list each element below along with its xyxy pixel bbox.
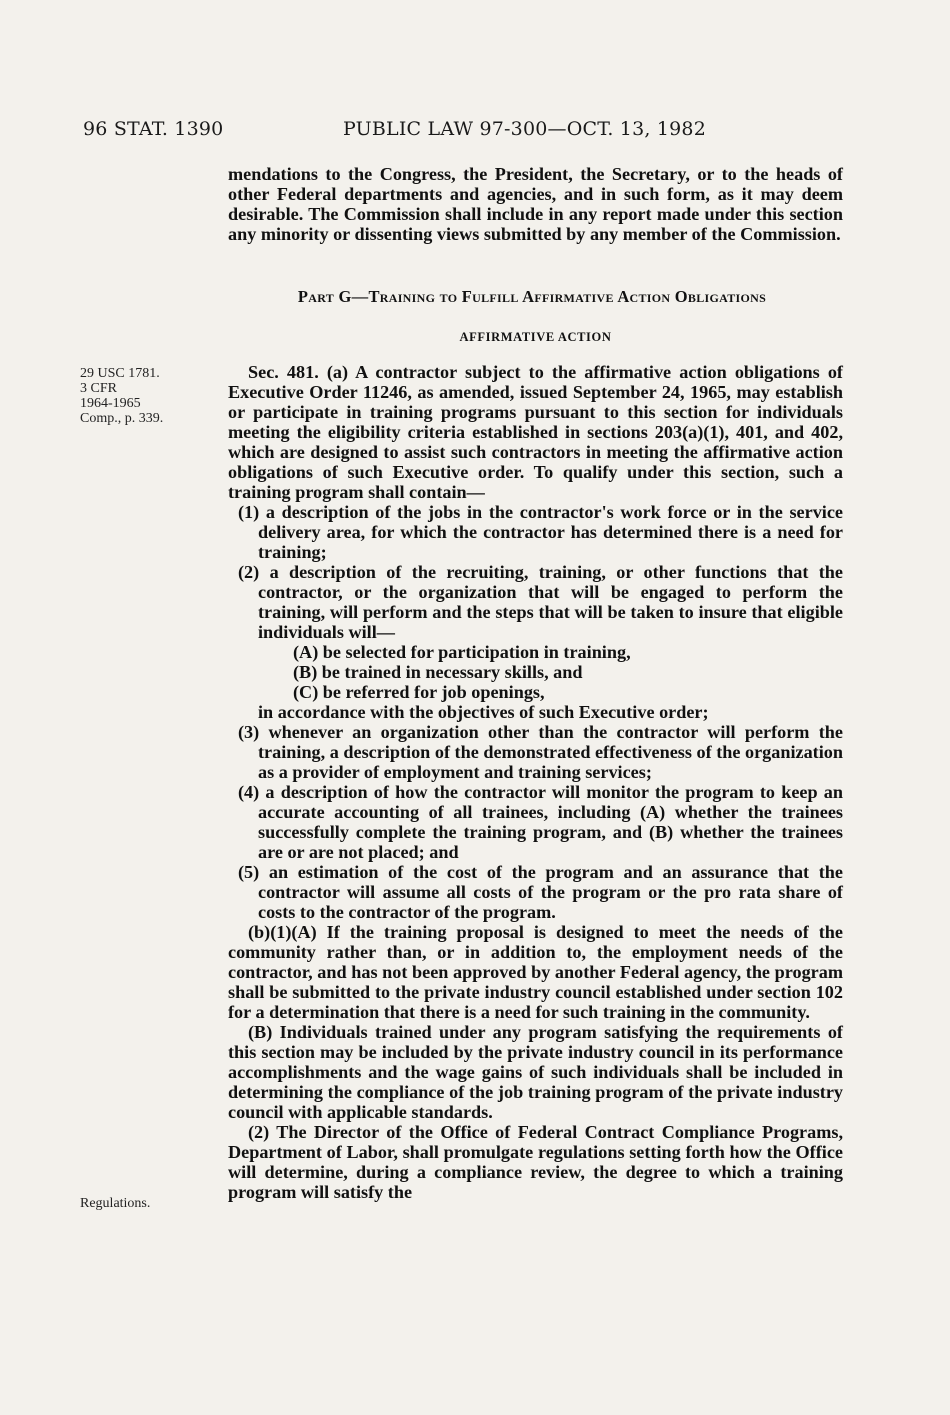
stat-reference: 96 STAT. 1390 [83, 118, 224, 140]
top-paragraph-block [228, 164, 843, 244]
item-1: (1) a description of the jobs in the contractor's work force or in the service delivery area, for which the contractor has determined there is a need for training; [238, 502, 843, 562]
margin-note-regulations: Regulations. [80, 1196, 151, 1211]
item-2: (2) a description of the recruiting, training, or other functions that the contractor, or the organization that will be engaged to perform the training, will perform and the steps that will be taken to insure that eligible individuals will— [238, 562, 843, 642]
section-481-body [228, 362, 843, 1202]
margin-citations [80, 366, 163, 426]
item-2-c: (C) be referred for job openings, [293, 682, 545, 702]
item-2-b: (B) be trained in necessary skills, and [293, 662, 583, 682]
item-4: (4) a description of how the contractor will monitor the program to keep an accurate accounting of all trainees, including (A) whether the trainees successfully complete the training program, and (B) whether the trainees are or are not placed; and [238, 782, 843, 862]
section-b2-paragraph: (2) The Director of the Office of Federal Contract Compliance Programs, Department of Labor, shall promulgate regulations setting forth how the Office will determine, during a compliance review, the degree to which a training program will satisfy the [228, 1122, 843, 1202]
margin-citation-cfr: 3 CFR [80, 381, 117, 396]
margin-citation-usc: 29 USC 1781. [80, 366, 160, 381]
item-3: (3) whenever an organization other than the contractor will perform the training, a description of the demonstrated effectiveness of the organization as a provider of employment and training services; [238, 722, 843, 782]
margin-citation-comp: Comp., p. 339. [80, 411, 164, 426]
item-5: (5) an estimation of the cost of the program and an assurance that the contractor will assume all costs of the program or the pro rata share of costs to the contractor of the program. [238, 862, 843, 922]
top-paragraph: mendations to the Congress, the President, the Secretary, or to the heads of other Federal departments and agencies, and in such form, as it may deem desirable. The Commission shall include in any report made under this section any minority or dissenting views submitted by any member of the Commission. [228, 164, 843, 244]
section-b1a-paragraph: (b)(1)(A) If the training proposal is designed to meet the needs of the community rather than, or in addition to, the employment needs of the contractor, and has not been approved by another Federal agency, the program shall be submitted to the private industry council established under section 102 for a determination that there is a need for such training in the community. [228, 922, 843, 1022]
section-b1b-paragraph: (B) Individuals trained under any program satisfying the requirements of this section may be included by the private industry council in its performance accomplishments and the wage gains of such individuals shall be included in determining the compliance of the job training program of the private industry council with applicable standards. [228, 1022, 843, 1122]
section-heading: AFFIRMATIVE ACTION [459, 330, 612, 344]
item-2-a: (A) be selected for participation in training, [293, 642, 631, 662]
law-title: PUBLIC LAW 97-300—OCT. 13, 1982 [343, 118, 707, 140]
item-2-continuation: in accordance with the objectives of such Executive order; [258, 702, 709, 722]
section-a-paragraph: Sec. 481. (a) A contractor subject to the affirmative action obligations of Executive Order 11246, as amended, issued September 24, 1965, may establish or participate in training programs pursuant to this section for individuals meeting the eligibility criteria established in sections 203(a)(1), 401, and 402, which are designed to assist such contractors in meeting the affirmative action obligations of such Executive order. To qualify under this section, such a training program shall contain— [228, 362, 843, 502]
part-heading: Part G—Training to Fulfill Affirmative Action Obligations [297, 287, 767, 306]
margin-citation-years: 1964-1965 [80, 396, 141, 411]
